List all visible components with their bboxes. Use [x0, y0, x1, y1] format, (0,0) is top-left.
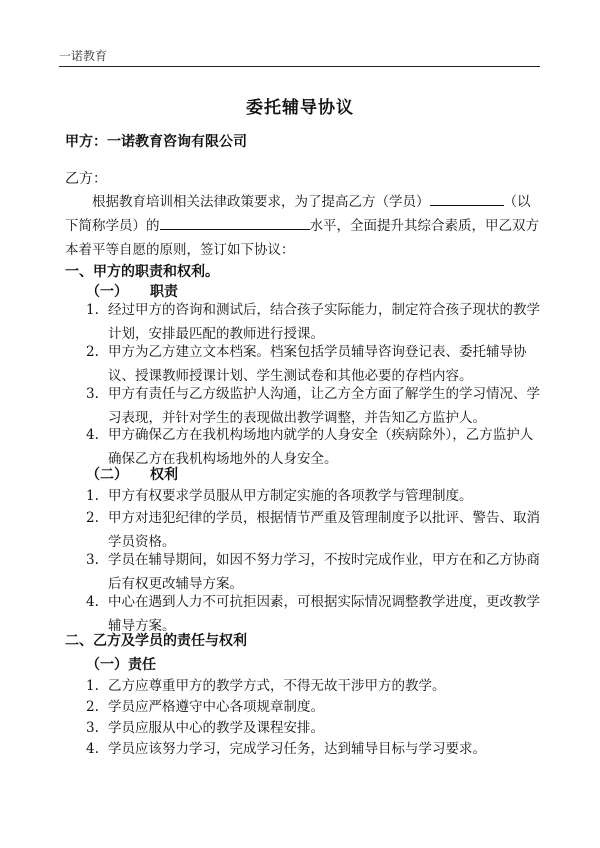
subject-blank — [160, 215, 310, 230]
list-item-text: 甲方对违犯纪律的学员，根据情节严重及管理制度予以批评、警告、取消学员资格。 — [108, 510, 540, 550]
list-item-text: 甲方有责任与乙方级监护人沟通，让乙方全方面了解学生的学习情况、学习表现，并针对学生的表现做出教学调整，并告知乙方监护人。 — [108, 386, 540, 426]
list-item-number: 4. — [86, 427, 99, 443]
list-item — [86, 737, 543, 761]
intro-part2: （以下简称学员）的 — [65, 194, 531, 234]
list-item-text: 学员应该努力学习，完成学习任务，达到辅导目标与学习要求。 — [108, 741, 486, 757]
intro-paragraph — [65, 190, 541, 262]
list-item-number: 2. — [86, 699, 99, 715]
list-item — [86, 548, 543, 596]
list-item-text: 经过甲方的咨询和测试后，结合孩子实际能力，制定符合孩子现状的教学计划，安排最匹配的教师进行授课。 — [108, 302, 540, 342]
list-item-text: 甲方为乙方建立文本档案。档案包括学员辅导咨询登记表、委托辅导协议、授课教师授课计划、学生测试卷和其他必要的存档内容。 — [108, 344, 527, 384]
list-item — [86, 298, 543, 346]
list-item-number: 4. — [86, 741, 99, 757]
list-item-text: 学员应严格遵守中心各项规章制度。 — [108, 699, 324, 715]
list-item-number: 1. — [86, 302, 99, 318]
document-title: 委托辅导协议 — [246, 98, 354, 118]
list-item — [86, 484, 543, 508]
list-item-text: 甲方确保乙方在我机构场地内就学的人身安全（疾病除外），乙方监护人确保乙方在我机构场地外的人身安全。 — [108, 427, 534, 467]
list-item-number: 2. — [86, 344, 99, 360]
section1-sub2-title: 权利 — [150, 467, 178, 483]
list-item-number: 3. — [86, 552, 99, 568]
header-org: 一诺教育 — [59, 49, 108, 63]
list-item-number: 2. — [86, 510, 99, 526]
list-item-number: 3. — [86, 386, 99, 402]
header-divider — [59, 66, 540, 67]
intro-part1: 根据教育培训相关法律政策要求，为了提高乙方（学员） — [92, 194, 430, 210]
list-item-text: 乙方应尊重甲方的教学方式，不得无故干涉甲方的教学。 — [108, 678, 446, 694]
section1-title: 一、甲方的职责和权利。 — [65, 264, 219, 280]
student-name-blank — [430, 191, 504, 206]
list-item-number: 1. — [86, 488, 99, 504]
section2-sub1-title: （一）责任 — [86, 657, 156, 673]
list-item-text: 中心在遇到人力不可抗拒因素，可根据实际情况调整教学进度，更改教学辅导方案。 — [108, 594, 540, 634]
list-item — [86, 340, 543, 388]
section1-sub2-heading — [86, 464, 178, 484]
party-a-line: 甲方：一诺教育咨询有限公司 — [65, 134, 247, 150]
party-b-line: 乙方： — [65, 171, 107, 187]
section1-sub1-title: 职责 — [150, 284, 178, 300]
list-item-number: 1. — [86, 678, 99, 694]
intro-part3: 水平，全面提升其综合素质，甲乙双方本着平等自愿的原则，签订如下协议： — [65, 218, 539, 258]
list-item-number: 3. — [86, 720, 99, 736]
list-item-text: 甲方有权要求学员服从甲方制定实施的各项教学与管理制度。 — [108, 488, 473, 504]
list-item — [86, 506, 543, 554]
list-item-number: 4. — [86, 594, 99, 610]
section1-sub2-num: （二） — [86, 467, 128, 483]
section2-title: 二、乙方及学员的责任与权利 — [65, 633, 247, 649]
list-item-text: 学员在辅导期间，如因不努力学习，不按时完成作业，甲方在和乙方协商后有权更改辅导方案。 — [108, 552, 540, 592]
section1-sub1-num: （一） — [86, 284, 128, 300]
list-item-text: 学员应服从中心的教学及课程安排。 — [108, 720, 324, 736]
